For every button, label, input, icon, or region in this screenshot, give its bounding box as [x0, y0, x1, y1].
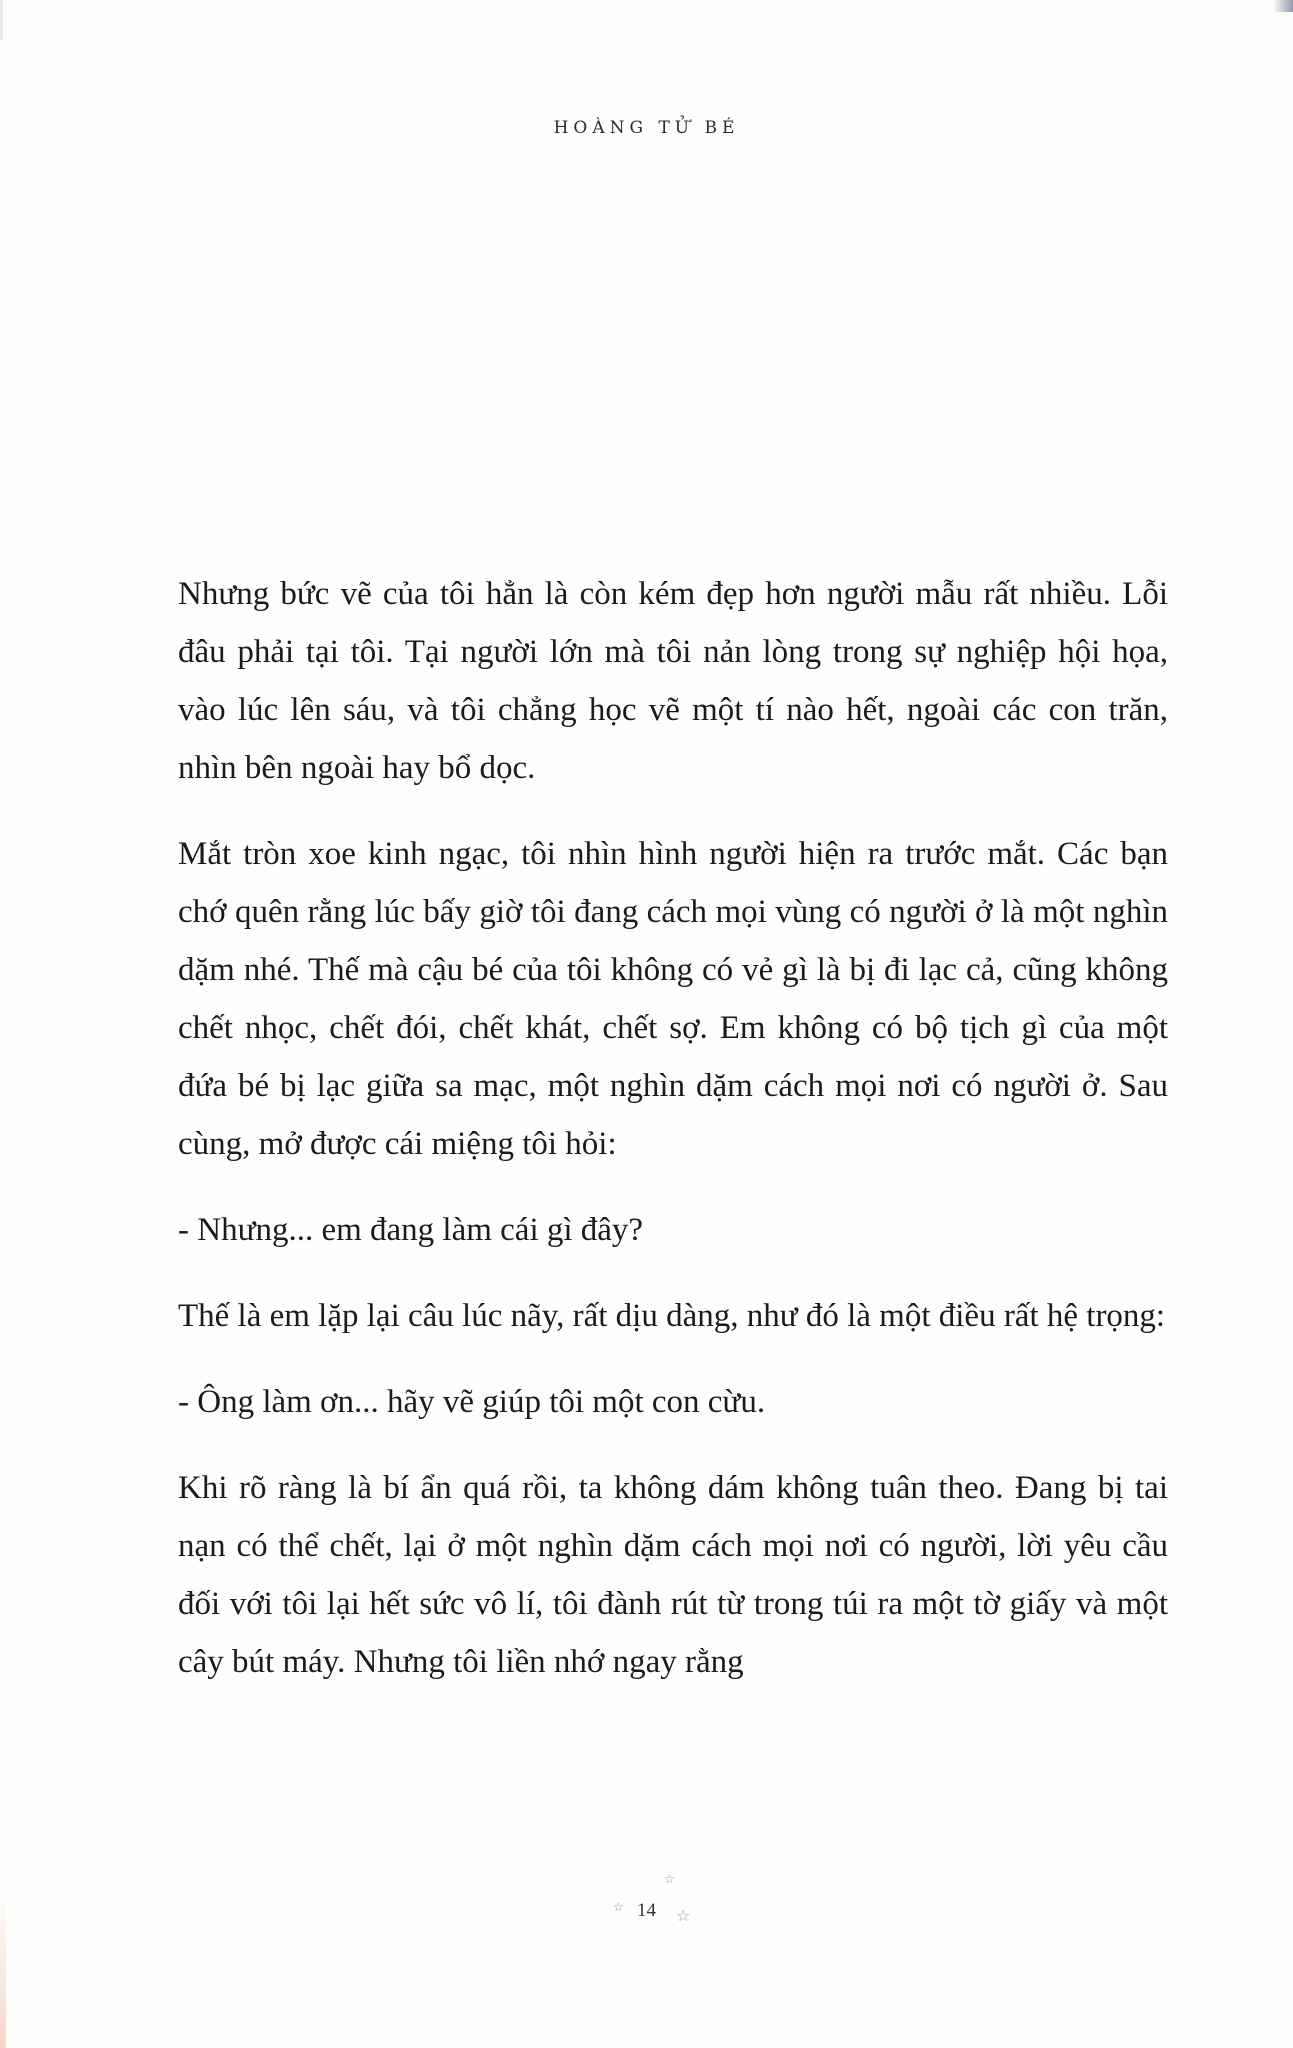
star-ornament-icon: ☆ [664, 1872, 675, 1886]
star-ornament-icon: ☆ [676, 1906, 691, 1925]
dialogue-line: - Nhưng... em đang làm cái gì đây? [178, 1212, 644, 1248]
body-text [178, 565, 1168, 1719]
running-header: HOÀNG TỬ BÉ [553, 118, 740, 138]
star-ornament-icon: ☆ [613, 1900, 624, 1914]
scan-edge-mark [1273, 0, 1293, 12]
page-number: 14 [637, 1900, 656, 1921]
paragraph: Mắt tròn xoe kinh ngạc, tôi nhìn hình người hiện ra trước mắt. Các bạn chớ quên rằng lúc bấy giờ tôi đang cách mọi vùng có người ở là một nghìn dặm nhé. Thế mà cậu bé của tôi không có vẻ gì là bị đi lạc cả, cũng không chết nhọc, chết đói, chết khát, chết sợ. Em không có bộ tịch gì của một đứa bé bị lạc giữa sa mạc, một nghìn dặm cách mọi nơi có người ở. Sau cùng, mở được cái miệng tôi hỏi: [178, 836, 1168, 1162]
scan-edge-left [0, 0, 3, 40]
paragraph: Thế là em lặp lại câu lúc nãy, rất dịu dàng, như đó là một điều rất hệ trọng: [178, 1298, 1166, 1334]
paragraph: Khi rõ ràng là bí ẩn quá rồi, ta không dám không tuân theo. Đang bị tai nạn có thể chết, lại ở một nghìn dặm cách mọi nơi có người, lời yêu cầu đối với tôi lại hết sức vô lí, tôi đành rút từ trong túi ra một tờ giấy và một cây bút máy. Nhưng tôi liền nhớ ngay rằng [178, 1470, 1168, 1680]
paragraph: Nhưng bức vẽ của tôi hẳn là còn kém đẹp hơn người mẫu rất nhiều. Lỗi đâu phải tại tôi. Tại người lớn mà tôi nản lòng trong sự nghiệp hội họa, vào lúc lên sáu, và tôi chẳng học vẽ một tí nào hết, ngoài các con trăn, nhìn bên ngoài hay bổ dọc. [178, 576, 1168, 786]
dialogue-line: - Ông làm ơn... hãy vẽ giúp tôi một con cừu. [178, 1384, 766, 1420]
